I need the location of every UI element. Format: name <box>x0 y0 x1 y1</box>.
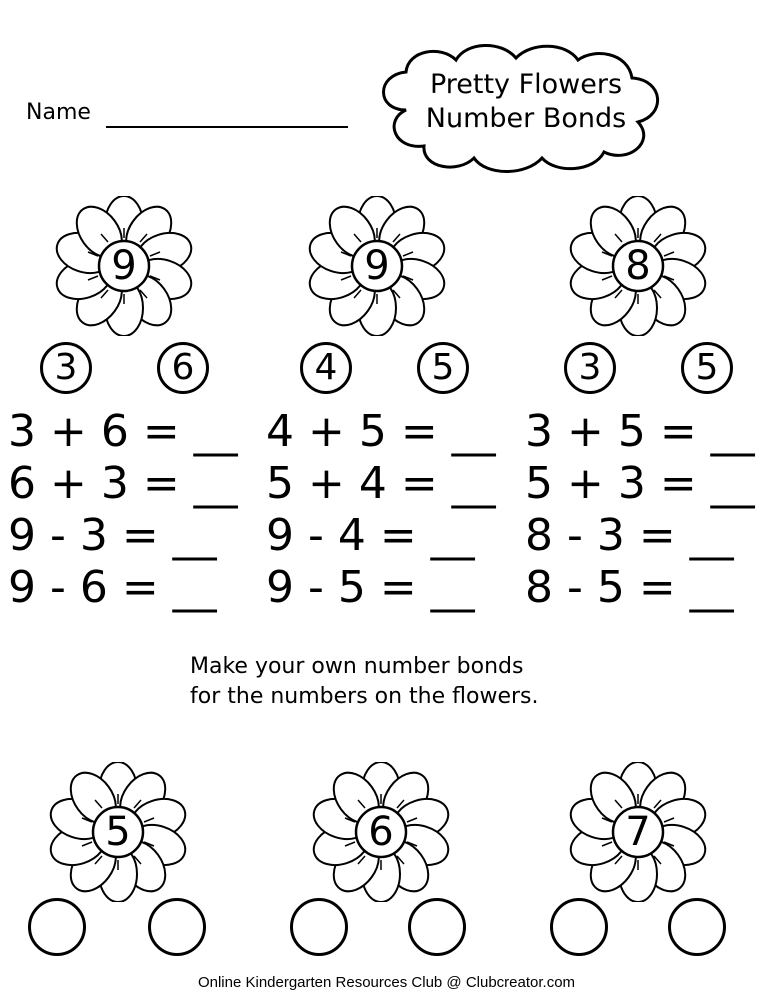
title-line-1: Pretty Flowers <box>429 69 623 100</box>
flower-whole-number: 9 <box>364 243 390 289</box>
equation-row: 3 + 6 = __ <box>8 406 238 457</box>
empty-bond-circle[interactable] <box>28 898 86 956</box>
empty-bond-circle[interactable] <box>408 898 466 956</box>
flower-whole-number: 8 <box>625 243 651 289</box>
equation-row: 4 + 5 = __ <box>266 406 496 457</box>
empty-bond-circle[interactable] <box>148 898 206 956</box>
equation-row: 3 + 5 = __ <box>525 406 755 457</box>
empty-bond-circle[interactable] <box>550 898 608 956</box>
equation-row: 9 - 3 = __ <box>8 510 217 561</box>
instructions <box>190 652 539 712</box>
bond-part-circle: 3 <box>40 342 92 394</box>
bond-part-circle: 4 <box>300 342 352 394</box>
flower-whole-number: 9 <box>111 243 137 289</box>
equation-row: 9 - 5 = __ <box>266 562 475 613</box>
title-line-2: Number Bonds <box>425 103 627 134</box>
equation-row: 5 + 3 = __ <box>525 458 755 509</box>
flower-whole-number: 7 <box>625 809 651 855</box>
bond-part-circle: 5 <box>681 342 733 394</box>
empty-bond-circle[interactable] <box>668 898 726 956</box>
equation-row: 6 + 3 = __ <box>8 458 238 509</box>
equation-row: 8 - 5 = __ <box>525 562 734 613</box>
flower-whole-number: 5 <box>105 809 131 855</box>
empty-bond-circle[interactable] <box>290 898 348 956</box>
name-label: Name <box>26 100 91 125</box>
equation-row: 9 - 6 = __ <box>8 562 217 613</box>
bond-part-circle: 5 <box>417 342 469 394</box>
worksheet-title <box>398 68 654 136</box>
equation-row: 5 + 4 = __ <box>266 458 496 509</box>
bond-part-circle: 3 <box>564 342 616 394</box>
instructions-line-2: for the numbers on the flowers. <box>190 684 539 709</box>
bond-part-circle: 6 <box>157 342 209 394</box>
equation-row: 9 - 4 = __ <box>266 510 475 561</box>
equation-row: 8 - 3 = __ <box>525 510 734 561</box>
instructions-line-1: Make your own number bonds <box>190 654 524 679</box>
flower-whole-number: 6 <box>368 809 394 855</box>
name-line[interactable] <box>106 126 348 128</box>
footer-credit: Online Kindergarten Resources Club @ Clubcreator.com <box>197 974 576 991</box>
